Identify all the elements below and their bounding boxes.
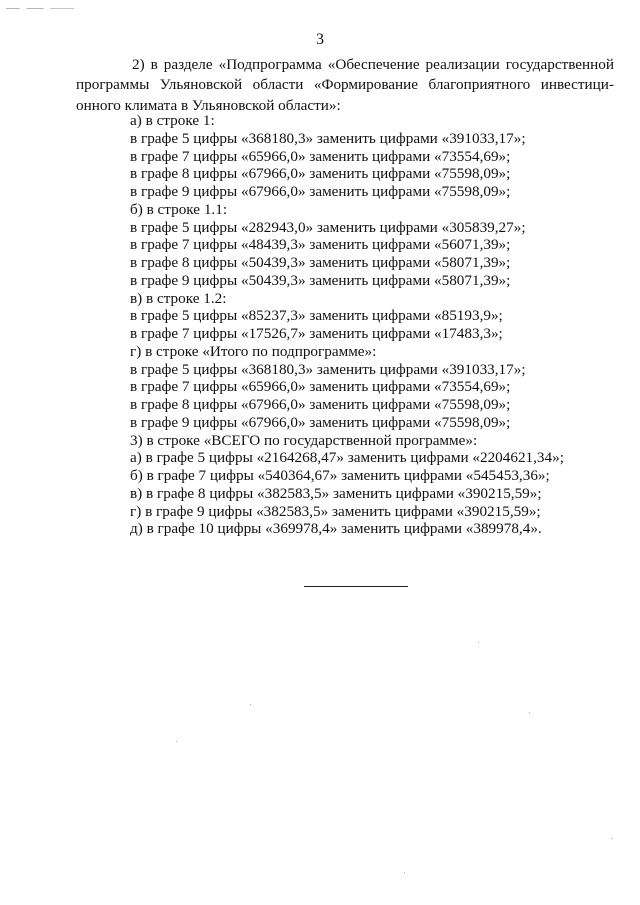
page-number: 3 (316, 31, 324, 48)
amendment-item: в графе 5 цифры «368180,3» заменить цифрами «391033,17»; (130, 360, 526, 378)
amendment-item: б) в графе 7 цифры «540364,67» заменить цифрами «545453,36»; (130, 467, 550, 484)
amendment-item: в графе 5 цифры «368180,3» заменить цифрами «391033,17»; (130, 129, 526, 147)
amendment-item: в графе 7 цифры «17526,7» заменить цифрами «17483,3»; (130, 325, 503, 342)
amendment-item: д) в графе 10 цифры «369978,4» заменить цифрами «389978,4». (130, 520, 542, 538)
amendment-item: в графе 5 цифры «85237,3» заменить цифрами «85193,9»; (130, 307, 503, 325)
scan-speck (250, 704, 251, 705)
amendment-item: г) в графе 9 цифры «382583,5» заменить цифрами «390215,59»; (130, 502, 541, 520)
amendment-item: а) в строке 1: (130, 112, 215, 129)
scan-speck (176, 741, 177, 742)
amendment-list (130, 112, 620, 538)
amendment-item: в графе 5 цифры «282943,0» заменить цифрами «305839,27»; (130, 218, 526, 236)
amendment-item: в графе 8 цифры «50439,3» заменить цифрами «58071,39»; (130, 254, 511, 271)
amendment-item: в графе 7 цифры «48439,3» заменить цифрами «56071,39»; (130, 236, 511, 254)
scan-speck (404, 872, 405, 873)
scan-speck (529, 712, 530, 713)
intro-line: программы Ульяновской области «Формирование благоприятного инвестици- (76, 76, 614, 94)
intro-line: онного климата в Ульяновской области»: (76, 96, 341, 114)
amendment-item: 3) в строке «ВСЕГО по государственной программе»: (130, 431, 478, 449)
amendment-item: в графе 9 цифры «67966,0» заменить цифрами «75598,09»; (130, 413, 511, 431)
amendment-item: в графе 9 цифры «50439,3» заменить цифрами «58071,39»; (130, 271, 511, 289)
amendment-item: в графе 7 цифры «65966,0» заменить цифрами «73554,69»; (130, 378, 511, 396)
amendment-item: б) в строке 1.1: (130, 200, 228, 218)
amendment-item: в) в строке 1.2: (130, 289, 227, 307)
section-intro-paragraph (76, 55, 614, 116)
scan-speck (478, 642, 479, 643)
amendment-item: а) в графе 5 цифры «2164268,47» заменить цифрами «2204621,34»; (130, 449, 564, 467)
amendment-item: г) в строке «Итого по подпрограмме»: (130, 342, 377, 360)
end-separator-line (304, 586, 408, 587)
scan-artifact (6, 8, 74, 9)
scan-speck (611, 838, 612, 839)
intro-line: 2) в разделе «Подпрограмма «Обеспечение реализации государственной (132, 56, 614, 73)
amendment-item: в графе 9 цифры «67966,0» заменить цифрами «75598,09»; (130, 183, 511, 200)
amendment-item: в графе 7 цифры «65966,0» заменить цифрами «73554,69»; (130, 147, 511, 165)
amendment-item: в графе 8 цифры «67966,0» заменить цифрами «75598,09»; (130, 165, 511, 183)
amendment-item: в графе 8 цифры «67966,0» заменить цифрами «75598,09»; (130, 396, 511, 413)
amendment-item: в) в графе 8 цифры «382583,5» заменить цифрами «390215,59»; (130, 484, 542, 502)
